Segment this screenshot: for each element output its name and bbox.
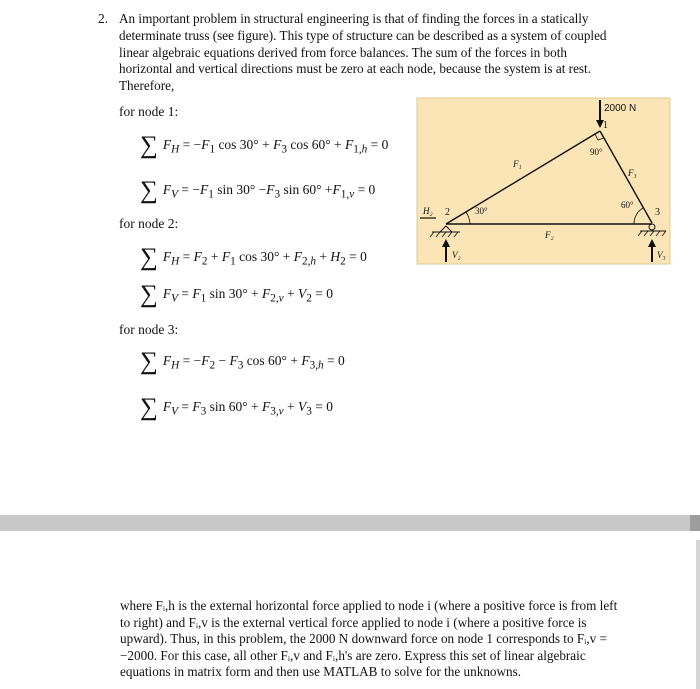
angle-label-30: 30° <box>475 206 488 216</box>
node-3-label: for node 3: <box>119 322 179 337</box>
node-1-label: for node 1: <box>119 104 179 119</box>
load-label: 2000 N <box>604 103 637 114</box>
member-f1-label: F₁ <box>513 159 522 169</box>
page-edge <box>696 540 700 689</box>
reaction-h2-label: H₂ <box>423 206 433 216</box>
equation-node1-horizontal: ∑ $F_H = -F_1$ $\cos 30^\circ + F_3$ $\cos 60^\circ + F_{1,h} = 0$ <box>140 132 389 159</box>
equation-node1-vertical: ∑ $F_V = -F_1$ $\sin 30^\circ -F_3$ $\sin 60^\circ +F_{1,v} = 0$ <box>140 177 376 204</box>
node-3-number: 3 <box>655 207 660 218</box>
equation-node3-horizontal: ∑ $F_H = -F_2 - F_3$ $\cos 60^\circ + F_{3,h} = 0$ <box>140 348 345 375</box>
closing-paragraph: where Fᵢ,h is the external horizontal force applied to node i (where a positive force is from left to right) and Fᵢ,v is the external vertical force applied to node i (where a positive force is upward). Thus, in this problem, the 2000 N downward force on node 1 corresponds to Fᵢ,v = −2000. For this case, all other Fᵢ,v and Fᵢ,h's are zero. Express this set of linear algebraic equations in matrix form and then use MATLAB to solve for the unknowns. <box>120 598 618 680</box>
problem-number: 2. <box>98 11 109 26</box>
node-1-number: 1 <box>603 120 608 131</box>
figure-background <box>417 98 670 264</box>
problem-intro: An important problem in structural engineering is that of finding the forces in a statically determinate truss (see figure). This type of structure can be described as a system of coupled linear algebraic equations derived from force balances. The sum of the forces in both horizontal and vertical directions must be zero at each node, because the system is at rest. Therefore, <box>119 11 607 94</box>
node-2-number: 2 <box>445 207 450 218</box>
equation-node2-horizontal: ∑ $F_H = F_2 + F_1$ $\cos 30^\circ + F_{2,h} + H_2 = 0$ <box>140 244 367 271</box>
member-f2-label: F₂ <box>545 230 554 240</box>
reaction-v2-label: V₂ <box>452 250 461 260</box>
equation-node2-vertical: ∑ $F_V = F_1$ $\sin 30^\circ + F_{2,v} + V_2 = 0$ <box>140 281 334 308</box>
node-2-label: for node 2: <box>119 216 179 231</box>
member-f3-label: F₃ <box>628 168 637 178</box>
angle-label-90: 90° <box>590 147 603 157</box>
angle-label-60: 60° <box>621 200 634 210</box>
page-divider <box>0 515 700 531</box>
equation-node3-vertical: ∑ $F_V = F_3$ $\sin 60^\circ + F_{3,v} + V_3 = 0$ <box>140 394 334 421</box>
reaction-v3-label: V₃ <box>657 250 666 260</box>
